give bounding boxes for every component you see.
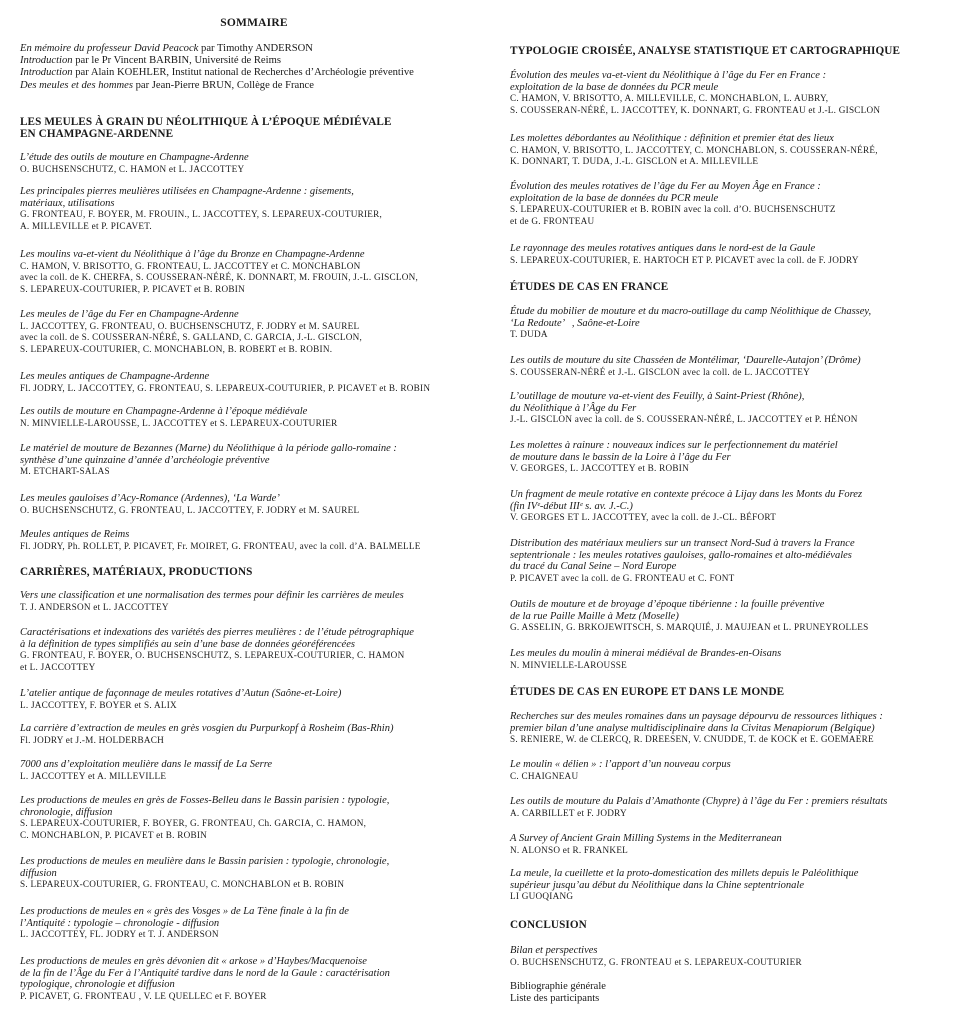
toc-entry xyxy=(20,590,404,613)
entry-title: Les meules de l’âge du Fer en Champagne-Ardenne xyxy=(20,309,239,320)
entry-authors: C. HAMON, V. BRISOTTO, G. FRONTEAU, L. JACCOTTEY et C. MONCHABLON avec la coll. de K. CHERFA, S. COUSSERAN-NÉRÉ, K. DONNART, M. FROUIN, J.-L. GISCLON, S. LEPAREUX-COUTURIER, P. PICAVET et B. ROBIN xyxy=(20,260,419,295)
entry-title: Les productions de meules en grès de Fosses-Belleu dans le Bassin parisien : typologie, chronologie, diffusion xyxy=(20,795,390,818)
entry-authors: Fl. JODRY, Ph. ROLLET, P. PICAVET, Fr. MOIRET, G. FRONTEAU, avec la coll. d’A. BALMELLE xyxy=(20,540,421,551)
toc-entry xyxy=(20,759,272,782)
entry-title: Distribution des matériaux meuliers sur un transect Nord-Sud à travers la France septentrionale : les meules rotatives gauloises, gallo-romaines et alto-médiévales du tracé du Canal Seine – Nord Europe xyxy=(510,538,855,573)
intro-title: Introduction xyxy=(20,55,73,67)
section-heading-carrieres: CARRIÈRES, MATÉRIAUX, PRODUCTIONS xyxy=(20,566,253,578)
entry-authors: V. GEORGES, L. JACCOTTEY et B. ROBIN xyxy=(510,463,689,474)
toc-entry xyxy=(20,443,397,478)
entry-authors: S. LEPAREUX-COUTURIER, G. FRONTEAU, C. MONCHABLON et B. ROBIN xyxy=(20,879,345,890)
entry-authors: N. ALONSO et R. FRANKEL xyxy=(510,844,629,855)
entry-title: L’outillage de mouture va-et-vient des Feuilly, à Saint-Priest (Rhône), du Néolithique à l’Âge du Fer xyxy=(510,391,805,414)
entry-title: Meules antiques de Reims xyxy=(20,529,130,540)
entry-title: Les outils de mouture en Champagne-Ardenne à l’époque médiévale xyxy=(20,406,308,417)
toc-entry xyxy=(510,133,878,168)
toc-entry xyxy=(20,688,341,711)
intro-block xyxy=(20,43,488,92)
entry-title: Le moulin « délien » : l’apport d’un nouveau corpus xyxy=(510,759,731,770)
toc-entry xyxy=(510,945,802,968)
entry-title: Les productions de meules en grès dévonien dit « arkose » d’Haybes/Macquenoise de la fin de l’Âge du Fer à l’Antiquité tardive dans le nord de la Gaule : caractérisation typologique, chronologie et diffusion xyxy=(20,956,390,991)
entry-authors: L. JACCOTTEY, FL. JODRY et T. J. ANDERSON xyxy=(20,929,219,940)
intro-line xyxy=(20,80,488,92)
entry-authors: M. ETCHART-SALAS xyxy=(20,466,110,477)
toc-entry xyxy=(510,489,862,524)
entry-authors: S. RENIERE, W. de CLERCQ, R. DREESEN, V. CNUDDE, T. de KOCK et E. GOEMAERE xyxy=(510,734,874,745)
entry-authors: Fl. JODRY, L. JACCOTTEY, G. FRONTEAU, S. LEPAREUX-COUTURIER, P. PICAVET et B. ROBIN xyxy=(20,382,431,393)
entry-authors: C. HAMON, V. BRISOTTO, L. JACCOTTEY, C. MONCHABLON, S. COUSSERAN-NÉRÉ, K. DONNART, T. DUDA, J.-L. GISCLON et A. MILLEVILLE xyxy=(510,144,878,167)
entry-title: Caractérisations et indexations des variétés des pierres meulières : de l’étude pétrographique à la définition de types simplifiés au sein d’une base de données géoréférencées xyxy=(20,627,414,650)
entry-authors: L. JACCOTTEY, G. FRONTEAU, O. BUCHSENSCHUTZ, F. JODRY et M. SAUREL avec la coll. de S. COUSSERAN-NÉRÉ, S. GALLAND, C. GARCIA, J.-L. GISCLON, S. LEPAREUX-COUTURIER, C. MONCHABLON, B. ROBERT et B. ROBIN. xyxy=(20,320,363,355)
entry-title: Les productions de meules en meulière dans le Bassin parisien : typologie, chronologie, diffusion xyxy=(20,856,390,879)
intro-line xyxy=(20,67,488,79)
toc-entry xyxy=(20,309,362,356)
entry-authors: A. CARBILLET et F. JODRY xyxy=(510,807,627,818)
toc-entry xyxy=(20,529,421,552)
entry-authors: O. BUCHSENSCHUTZ, G. FRONTEAU, L. JACCOTTEY, F. JODRY et M. SAUREL xyxy=(20,504,360,515)
entry-authors: T. DUDA xyxy=(510,329,548,340)
entry-authors: C. HAMON, V. BRISOTTO, A. MILLEVILLE, C. MONCHABLON, L. AUBRY, S. COUSSERAN-NÉRÉ, L. JACCOTTEY, K. DONNART, G. FRONTEAU et J.-L. GISCLON xyxy=(510,93,881,116)
bibliography-label: Bibliographie générale xyxy=(510,981,606,992)
entry-title: Les meules antiques de Champagne-Ardenne xyxy=(20,371,210,382)
entry-title: Les meules gauloises d’Acy-Romance (Ardennes), ‘La Warde’ xyxy=(20,493,280,504)
entry-title: Évolution des meules va-et-vient du Néolithique à l’âge du Fer en France : exploitation de la base de données du PCR meule xyxy=(510,70,827,93)
intro-title: Des meules et des hommes xyxy=(20,79,133,91)
entry-authors: S. COUSSERAN-NÉRÉ et J.-L. GISCLON avec la coll. de L. JACCOTTEY xyxy=(510,366,811,377)
toc-entry xyxy=(20,371,430,394)
toc-entry xyxy=(510,599,868,634)
toc-entry xyxy=(510,538,855,585)
entry-title: A Survey of Ancient Grain Milling Systems in the Mediterranean xyxy=(510,833,782,844)
entry-title: Le matériel de mouture de Bezannes (Marne) du Néolithique à la période gallo-romaine : synthèse d’une quinzaine d’année d’archéologie préventive xyxy=(20,443,397,466)
toc-entry xyxy=(20,795,389,842)
toc-entry xyxy=(510,440,838,475)
entry-authors: G. FRONTEAU, F. BOYER, O. BUCHSENSCHUTZ, S. LEPAREUX-COUTURIER, C. HAMON et L. JACCOTTEY xyxy=(20,650,405,673)
entry-title: L’étude des outils de mouture en Champagne-Ardenne xyxy=(20,152,249,163)
toc-entry xyxy=(510,306,871,341)
entry-title: Les outils de mouture du site Chasséen de Montélimar, ‘Daurelle-Autajon’ (Drôme) xyxy=(510,355,861,366)
toc-entry xyxy=(510,391,858,426)
toc-entry xyxy=(20,906,349,941)
toc-entry xyxy=(510,759,731,782)
toc-entry xyxy=(20,152,249,175)
entry-title: La meule, la cueillette et la proto-domestication des millets depuis le Paléolithique supérieur jusqu’au début du Néolithique dans la Chine septentrionale xyxy=(510,868,859,891)
entry-authors: J.-L. GISCLON avec la coll. de S. COUSSERAN-NÉRÉ, L. JACCOTTEY et P. HÉNON xyxy=(510,414,858,425)
toc-entry xyxy=(510,833,782,856)
toc-entry xyxy=(510,868,858,903)
entry-authors: V. GEORGES ET L. JACCOTTEY, avec la coll. de J.-CL. BÉFORT xyxy=(510,512,777,523)
entry-title: La carrière d’extraction de meules en grès vosgien du Purpurkopf à Rosheim (Bas-Rhin) xyxy=(20,723,394,734)
entry-authors: S. LEPAREUX-COUTURIER, E. HARTOCH ET P. PICAVET avec la coll. de F. JODRY xyxy=(510,254,859,265)
entry-authors: G. ASSELIN, G. BRKOJEWITSCH, S. MARQUIÉ, J. MAUJEAN et L. PRUNEYROLLES xyxy=(510,622,869,633)
entry-authors: N. MINVIELLE-LAROUSSE, L. JACCOTTEY et S. LEPAREUX-COUTURIER xyxy=(20,417,338,428)
entry-authors: O. BUCHSENSCHUTZ, G. FRONTEAU et S. LEPAREUX-COUTURIER xyxy=(510,956,802,967)
section-heading-conclusion: CONCLUSION xyxy=(510,919,587,931)
toc-entry xyxy=(20,956,390,1003)
toc-entry xyxy=(20,627,414,674)
participants-label: Liste des participants xyxy=(510,992,600,1004)
page-title: SOMMAIRE xyxy=(220,17,288,29)
intro-byline: par Jean-Pierre BRUN, Collège de France xyxy=(132,79,314,91)
toc-entry xyxy=(510,70,880,117)
toc-entry xyxy=(20,186,382,233)
entry-title: Les outils de mouture du Palais d’Amathonte (Chypre) à l’âge du Fer : premiers résultats xyxy=(510,796,888,807)
entry-title: Un fragment de meule rotative en contexte précoce à Lijay dans les Monts du Forez (fin IVᵉ-début IIIᵉ s. av. J.-C.) xyxy=(510,489,863,512)
toc-entry xyxy=(510,796,887,819)
intro-byline: par le Pr Vincent BARBIN, Université de Reims xyxy=(72,55,281,67)
entry-title: Les molettes à rainure : nouveaux indices sur le perfectionnement du matériel de mouture dans le bassin de la Loire à l’âge du Fer xyxy=(510,440,838,463)
intro-line xyxy=(20,55,488,67)
section-heading-etudes-france: ÉTUDES DE CAS EN FRANCE xyxy=(510,281,669,293)
section-heading-champagne-ardenne: LES MEULES À GRAIN DU NÉOLITHIQUE À L’ÉPOQUE MÉDIÉVALE EN CHAMPAGNE-ARDENNE xyxy=(20,116,392,141)
intro-line xyxy=(20,43,488,55)
entry-title: Vers une classification et une normalisation des termes pour définir les carrières de meules xyxy=(20,590,404,601)
toc-entry xyxy=(20,856,389,891)
entry-title: Étude du mobilier de mouture et du macro-outillage du camp Néolithique de Chassey, ‘La Redoute’ , Saône-et-Loire xyxy=(510,306,872,329)
entry-title: Le rayonnage des meules rotatives antiques dans le nord-est de la Gaule xyxy=(510,243,816,254)
entry-title: Les productions de meules en « grès des Vosges » de La Tène finale à la fin de l’Antiquité : typologie – chronologie - diffusion xyxy=(20,906,349,929)
entry-title: Évolution des meules rotatives de l’âge du Fer au Moyen Âge en France : exploitation de la base de données du PCR meule xyxy=(510,181,821,204)
entry-title: Recherches sur des meules romaines dans un paysage dépourvu de ressources lithiques : premier bilan d’une analyse multidisciplinaire dans la Civitas Menapiorum (Belgique) xyxy=(510,711,883,734)
entry-title: 7000 ans d’exploitation meulière dans le massif de La Serre xyxy=(20,759,273,770)
intro-byline: par Timothy ANDERSON xyxy=(198,43,313,54)
toc-entry xyxy=(510,243,859,266)
toc-entry xyxy=(20,493,359,516)
intro-byline: par Alain KOEHLER, Institut national de Recherches d’Archéologie préventive xyxy=(72,67,414,79)
entry-authors: C. CHAIGNEAU xyxy=(510,770,579,781)
section-heading-typologie: TYPOLOGIE CROISÉE, ANALYSE STATISTIQUE ET CARTOGRAPHIQUE xyxy=(510,45,901,57)
toc-entry xyxy=(20,249,418,296)
entry-authors: LI GUOQIANG xyxy=(510,891,574,902)
entry-authors: P. PICAVET, G. FRONTEAU , V. LE QUELLEC et F. BOYER xyxy=(20,991,267,1002)
section-heading-europe-monde: ÉTUDES DE CAS EN EUROPE ET DANS LE MONDE xyxy=(510,686,785,698)
entry-title: Bilan et perspectives xyxy=(510,945,598,956)
entry-title: Les molettes débordantes au Néolithique : définition et premier état des lieux xyxy=(510,133,834,144)
toc-entry xyxy=(510,181,836,228)
entry-authors: S. LEPAREUX-COUTURIER, F. BOYER, G. FRONTEAU, Ch. GARCIA, C. HAMON, C. MONCHABLON, P. PICAVET et B. ROBIN xyxy=(20,818,367,841)
toc-entry xyxy=(20,723,393,746)
entry-authors: G. FRONTEAU, F. BOYER, M. FROUIN., L. JACCOTTEY, S. LEPAREUX-COUTURIER, A. MILLEVILLE et P. PICAVET. xyxy=(20,209,383,232)
entry-authors: S. LEPAREUX-COUTURIER et B. ROBIN avec la coll. d’O. BUCHSENSCHUTZ et de G. FRONTEAU xyxy=(510,204,836,227)
entry-title: Les moulins va-et-vient du Néolithique à l’âge du Bronze en Champagne-Ardenne xyxy=(20,249,365,260)
toc-entry xyxy=(510,648,781,671)
entry-authors: L. JACCOTTEY et A. MILLEVILLE xyxy=(20,770,167,781)
entry-title: Outils de mouture et de broyage d’époque tibérienne : la fouille préventive de la rue Paille Maille à Metz (Moselle) xyxy=(510,599,825,622)
entry-title: Les principales pierres meulières utilisées en Champagne-Ardenne : gisements, matériaux, utilisations xyxy=(20,186,354,209)
entry-authors: T. J. ANDERSON et L. JACCOTTEY xyxy=(20,601,169,612)
entry-authors: Fl. JODRY et J.-M. HOLDERBACH xyxy=(20,734,164,745)
intro-title: Introduction xyxy=(20,67,73,79)
entry-title: L’atelier antique de façonnage de meules rotatives d’Autun (Saône-et-Loire) xyxy=(20,688,342,699)
toc-entry xyxy=(510,355,861,378)
entry-authors: P. PICAVET avec la coll. de G. FRONTEAU et C. FONT xyxy=(510,573,735,584)
entry-title: Les meules du moulin à minerai médiéval de Brandes-en-Oisans xyxy=(510,648,782,659)
toc-entry xyxy=(510,711,883,746)
intro-title: En mémoire du professeur David Peacock xyxy=(20,43,199,54)
closing-list xyxy=(510,981,606,1004)
toc-entry xyxy=(20,406,338,429)
entry-authors: L. JACCOTTEY, F. BOYER et S. ALIX xyxy=(20,699,177,710)
entry-authors: O. BUCHSENSCHUTZ, C. HAMON et L. JACCOTTEY xyxy=(20,163,245,174)
entry-authors: N. MINVIELLE-LAROUSSE xyxy=(510,659,628,670)
